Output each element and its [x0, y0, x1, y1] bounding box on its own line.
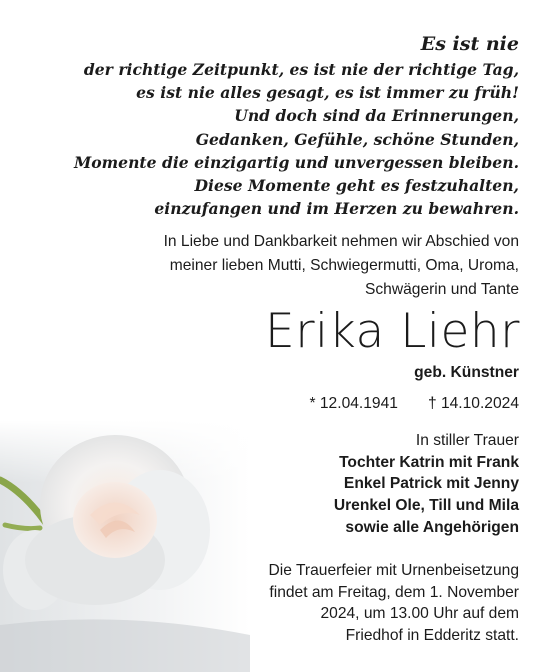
service-line: Die Trauerfeier mit Urnenbeisetzung — [268, 562, 519, 579]
poem-line: Momente die einzigartig und unvergessen bleiben. — [73, 152, 519, 172]
mourner-item: Tochter Katrin mit Frank — [339, 453, 519, 471]
poem-line: es ist nie alles gesagt, es ist immer zu früh! — [136, 83, 519, 103]
poem-line: Diese Momente geht es festzuhalten, — [194, 176, 519, 196]
farewell-intro — [59, 230, 519, 302]
service-line: findet am Freitag, dem 1. November — [269, 583, 519, 601]
service-line: 2024, um 13.00 Uhr auf dem — [320, 605, 519, 622]
poem-line: Gedanken, Gefühle, schöne Stunden, — [195, 129, 519, 149]
service-line: Friedhof in Edderitz statt. — [345, 626, 519, 644]
deceased-name: Erika Liehr — [265, 304, 520, 359]
poem — [74, 33, 519, 220]
mourner-list — [334, 452, 519, 539]
poem-title: Es ist nie — [420, 33, 519, 55]
mourning-block — [334, 430, 519, 539]
poem-line: der richtige Zeitpunkt, es ist nie der richtige Tag, — [83, 60, 519, 79]
mourner-item: sowie alle Angehörigen — [345, 518, 519, 536]
poem-line: Und doch sind da Erinnerungen, — [234, 106, 519, 126]
funeral-service-info — [269, 560, 519, 646]
mourning-heading: In stiller Trauer — [415, 432, 519, 449]
intro-line: In Liebe und Dankbarkeit nehmen wir Abschied von — [163, 233, 519, 250]
birth-date: * 12.04.1941 — [309, 395, 398, 412]
intro-line: Schwägerin und Tante — [364, 281, 519, 298]
mourner-item: Enkel Patrick mit Jenny — [343, 475, 519, 493]
life-dates — [309, 395, 519, 413]
maiden-name: geb. Künstner — [414, 364, 519, 381]
poem-line: einzufangen und im Herzen zu bewahren. — [154, 199, 519, 219]
intro-line: meiner lieben Mutti, Schwiegermutti, Oma, Uroma, — [169, 257, 519, 274]
death-date: † 14.10.2024 — [427, 395, 519, 412]
mourner-item: Urenkel Ole, Till und Mila — [333, 497, 519, 515]
